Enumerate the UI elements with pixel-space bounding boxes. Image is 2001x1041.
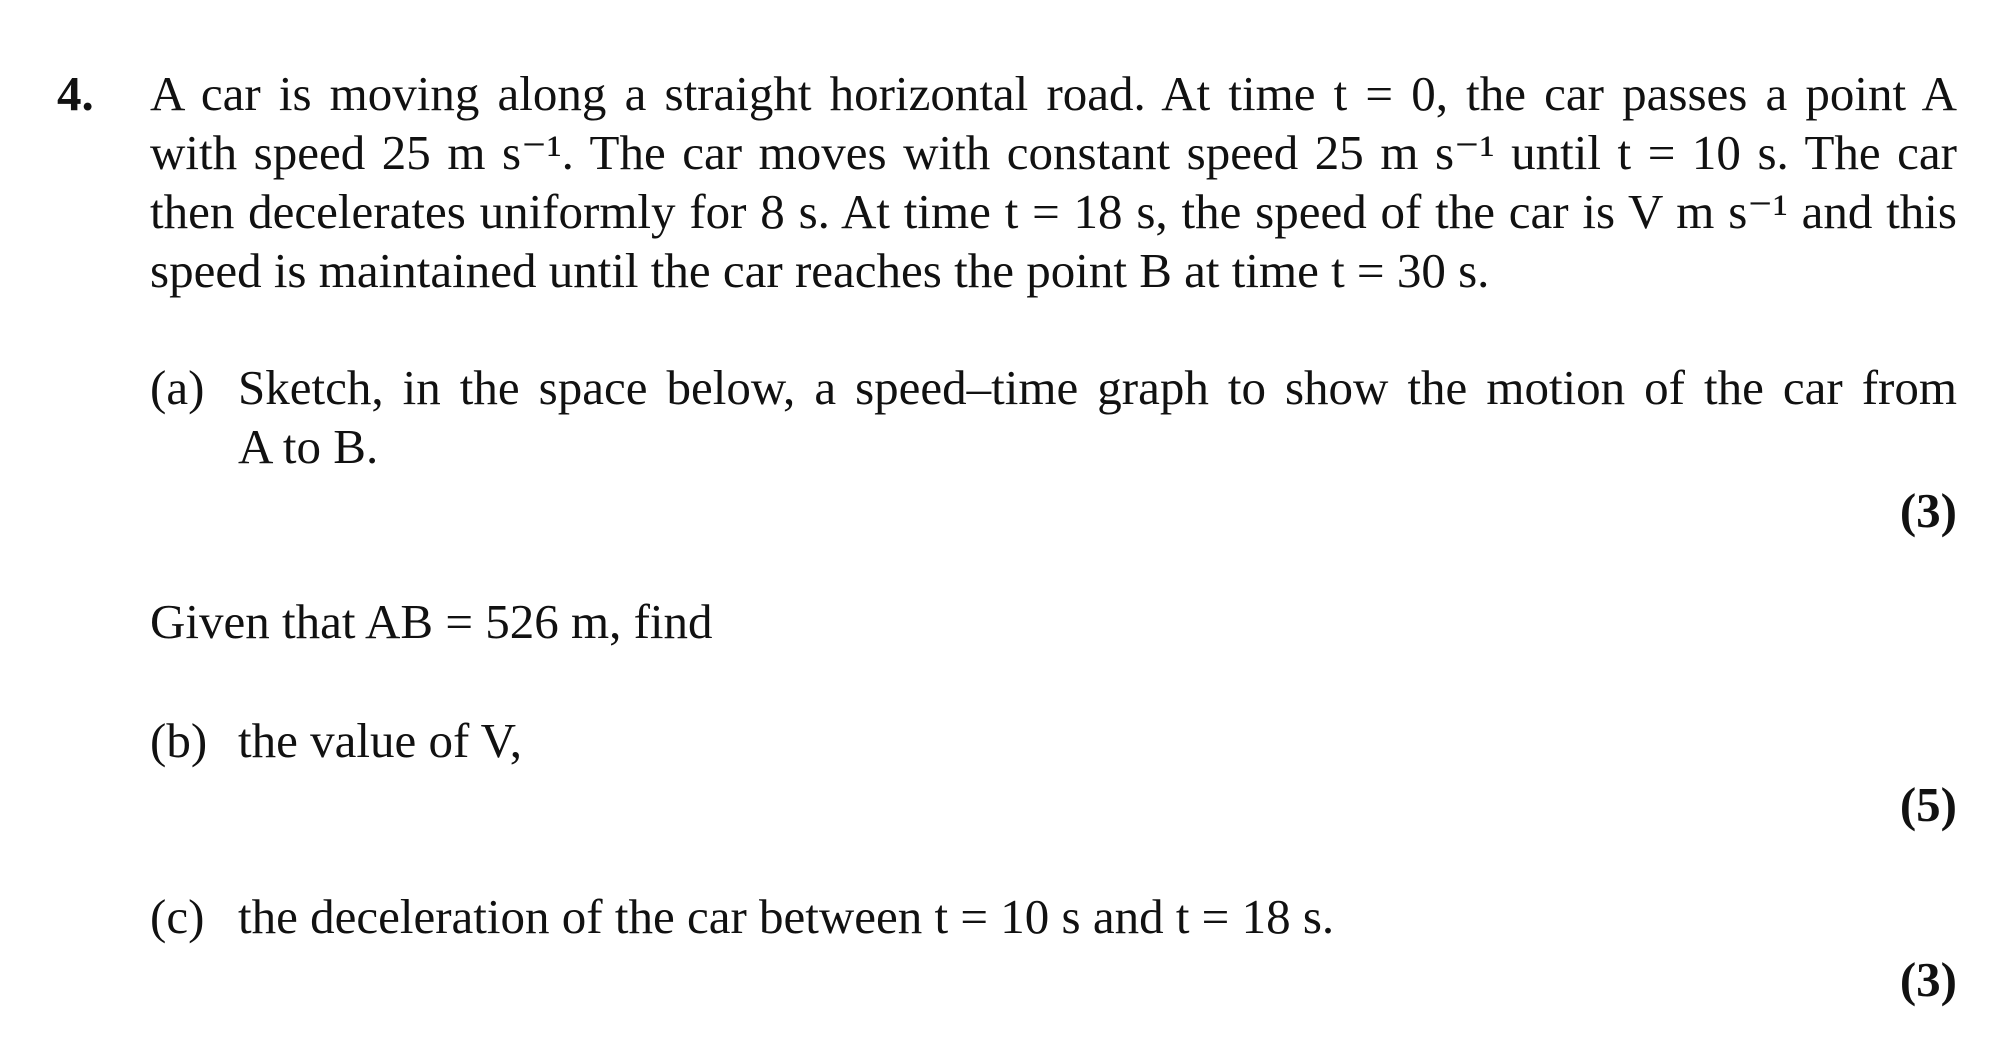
stem-line-3: then decelerates uniformly for 8 s. At time t = 18 s, the speed of the car is V m s⁻¹ and this: [150, 184, 1957, 239]
part-a-label: (a): [150, 360, 205, 415]
given-statement: Given that AB = 526 m, find: [150, 594, 713, 649]
part-b-marks: (5): [1899, 777, 1957, 832]
stem-line-4: speed is maintained until the car reaches the point B at time t = 30 s.: [150, 243, 1490, 298]
part-a-line-1: Sketch, in the space below, a speed–time graph to show the motion of the car from: [238, 360, 1957, 415]
part-c-marks: (3): [1899, 952, 1957, 1007]
part-c-text: the deceleration of the car between t = 10 s and t = 18 s.: [238, 889, 1335, 944]
part-a-marks: (3): [1899, 483, 1957, 538]
part-b-label: (b): [150, 713, 208, 768]
stem-line-2: with speed 25 m s⁻¹. The car moves with constant speed 25 m s⁻¹ until t = 10 s. The car: [150, 125, 1957, 180]
part-c-label: (c): [150, 889, 205, 944]
part-a-line-2: A to B.: [238, 419, 379, 474]
stem-line-1: A car is moving along a straight horizontal road. At time t = 0, the car passes a point A: [150, 66, 1957, 121]
question-number: 4.: [57, 66, 94, 121]
part-b-text: the value of V,: [238, 713, 522, 768]
